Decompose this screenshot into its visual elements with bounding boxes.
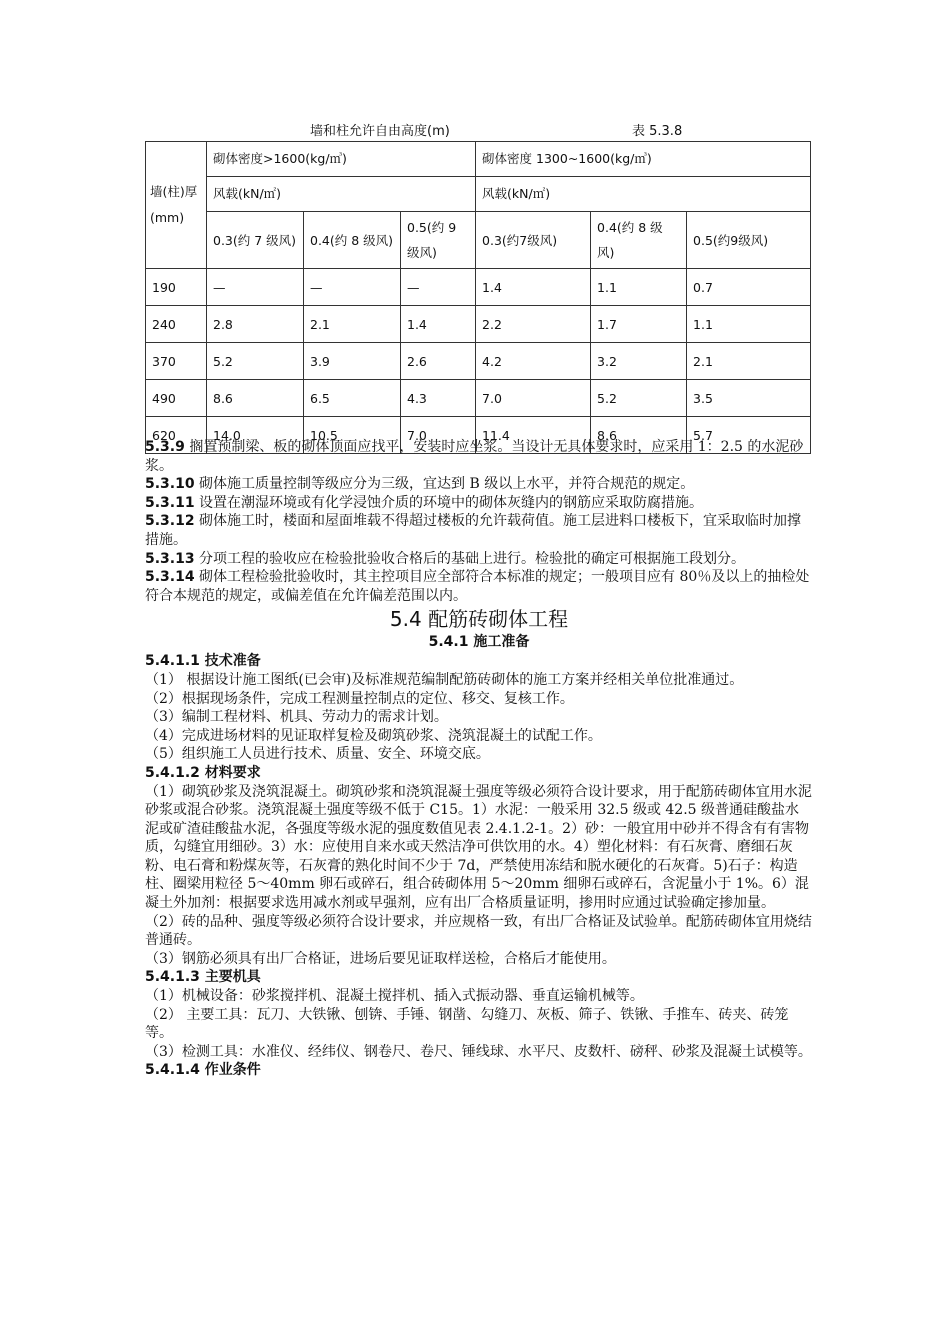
wall-thickness-cell: 620 (146, 417, 207, 454)
table-cell: — (401, 269, 476, 306)
table-number: 表 5.3.8 (632, 124, 683, 139)
table-title: 墙和柱允许自由高度(m) (310, 124, 450, 139)
clause-text: 砌体施工时，楼面和屋面堆载不得超过楼板的允许载荷值。施工层进料口楼板下，宜采取临时加撑措施。 (145, 513, 802, 548)
clause-number: 5.3.10 (145, 476, 195, 493)
table-cell: 2.2 (476, 306, 591, 343)
table-cell: 3.9 (304, 343, 401, 380)
table-cell: 8.6 (591, 417, 687, 454)
table-cell: 11.4 (476, 417, 591, 454)
wall-thickness-header: 墙(柱)厚(mm) (146, 142, 207, 269)
list-item: （1）机械设备：砂浆搅拌机、混凝土搅拌机、插入式振动器、垂直运输机械等。 (145, 988, 644, 1005)
list-item: （2） 主要工具：瓦刀、大铁锹、刨锛、手锤、钢凿、勾缝刀、灰板、筛子、铁锹、手推车、砖夹、砖笼等。 (145, 1006, 789, 1042)
heading-number: 5.4.1.3 (145, 969, 200, 986)
table-cell: 14.0 (207, 417, 304, 454)
table-cell: 2.6 (401, 343, 476, 380)
heading-text: 主要机具 (199, 969, 261, 986)
table-caption (145, 116, 810, 140)
wind-load-header-2: 风载(kN/㎡) (476, 177, 811, 212)
column-header: 0.5(约 9 级风) (401, 212, 476, 269)
table-cell: 10.5 (304, 417, 401, 454)
column-header: 0.3(约 7 级风) (207, 212, 304, 269)
clause (145, 494, 813, 513)
table-cell: 5.2 (207, 343, 304, 380)
table-cell: — (207, 269, 304, 306)
subsection-heading (145, 764, 813, 783)
wind-load-header-1: 风载(kN/㎡) (207, 177, 476, 212)
subsection-heading (145, 1061, 813, 1080)
clause-text: 砌体工程检验批验收时，其主控项目应全部符合本标准的规定；一般项目应有 80％及以上的抽检处符合本规范的规定，或偏差值在允许偏差范围以内。 (145, 569, 810, 604)
column-header: 0.5(约9级风) (687, 212, 811, 269)
clause-number: 5.3.13 (145, 550, 195, 567)
list-item: （3）检测工具：水准仪、经纬仪、钢卷尺、卷尺、锤线球、水平尺、皮数杆、磅秤、砂浆及混凝土试模等。 (145, 1043, 812, 1060)
table-cell: 8.6 (207, 380, 304, 417)
wall-thickness-cell: 240 (146, 306, 207, 343)
table-cell: 3.5 (687, 380, 811, 417)
clause (145, 550, 813, 569)
heading-number: 5.4.1.2 (145, 764, 200, 781)
body-text (145, 438, 813, 1080)
heading-text: 作业条件 (199, 1062, 261, 1079)
density-group-1: 砌体密度>1600(kg/㎥) (207, 142, 476, 177)
table-cell: 1.4 (401, 306, 476, 343)
clause-text: 分项工程的验收应在检验批验收合格后的基础上进行。检验批的确定可根据施工段划分。 (194, 550, 746, 567)
table-cell: 2.8 (207, 306, 304, 343)
table-cell: 4.3 (401, 380, 476, 417)
heading-text: 材料要求 (199, 764, 261, 781)
table-row (146, 269, 811, 306)
clause-number: 5.3.11 (145, 494, 195, 511)
table-cell: 1.7 (591, 306, 687, 343)
column-header: 0.3(约7级风) (476, 212, 591, 269)
clause-number: 5.3.14 (145, 569, 195, 586)
table-row (146, 343, 811, 380)
list-item: （2）砖的品种、强度等级必须符合设计要求，并应规格一致，有出厂合格证及试验单。配筋砖砌体宜用烧结普通砖。 (145, 913, 812, 949)
table-cell: — (304, 269, 401, 306)
clause-text: 设置在潮湿环境或有化学浸蚀介质的环境中的砌体灰缝内的钢筋应采取防腐措施。 (194, 494, 704, 511)
wall-thickness-cell: 370 (146, 343, 207, 380)
list-item: （1） 根据设计施工图纸(已会审)及标准规范编制配筋砖砌体的施工方案并经相关单位批准通过。 (145, 671, 744, 688)
clause-number: 5.3.12 (145, 513, 195, 530)
heading-number: 5.4.1.4 (145, 1062, 200, 1079)
table-cell: 5.2 (591, 380, 687, 417)
table-cell: 1.4 (476, 269, 591, 306)
table-cell: 7.0 (476, 380, 591, 417)
table-cell: 1.1 (687, 306, 811, 343)
heading-text: 技术准备 (199, 653, 261, 670)
table-cell: 3.2 (591, 343, 687, 380)
clause (145, 475, 813, 494)
column-header: 0.4(约 8 级风) (591, 212, 687, 269)
table-cell: 1.1 (591, 269, 687, 306)
clause (145, 568, 813, 605)
wall-thickness-cell: 190 (146, 269, 207, 306)
table-cell: 6.5 (304, 380, 401, 417)
list-item: （5）组织施工人员进行技术、质量、安全、环境交底。 (145, 746, 490, 763)
subsection-title: 5.4.1 施工准备 (428, 634, 530, 651)
heading-number: 5.4.1.1 (145, 653, 200, 670)
wall-thickness-cell: 490 (146, 380, 207, 417)
subsection-heading (145, 652, 813, 671)
wall-height-table (145, 141, 811, 454)
clause-number: 5.3.9 (145, 439, 185, 455)
table-cell: 0.7 (687, 269, 811, 306)
clause (145, 438, 813, 475)
clause-text: 搁置预制梁、板的砌体顶面应找平，安装时应坐浆。当设计无具体要求时，应采用 1：2.5 的水泥砂浆。 (145, 439, 804, 474)
clause-text: 砌体施工质量控制等级应分为三级，宜达到 B 级以上水平，并符合规范的规定。 (194, 476, 695, 493)
table-cell: 7.0 (401, 417, 476, 454)
table-row (146, 306, 811, 343)
table-cell: 5.7 (687, 417, 811, 454)
clause (145, 512, 813, 549)
subsection-heading (145, 968, 813, 987)
section-title: 5.4 配筋砖砌体工程 (389, 607, 569, 632)
list-item: （4）完成进场材料的见证取样复检及砌筑砂浆、浇筑混凝土的试配工作。 (145, 727, 602, 744)
column-header: 0.4(约 8 级风) (304, 212, 401, 269)
list-item: （3）钢筋必须具有出厂合格证，进场后要见证取样送检，合格后才能使用。 (145, 950, 616, 967)
table-row (146, 380, 811, 417)
list-item: （1）砌筑砂浆及浇筑混凝土。砌筑砂浆和浇筑混凝土强度等级必须符合设计要求，用于配筋砖砌体宜用水泥砂浆或混合砂浆。浇筑混凝土强度等级不低于 C15。1）水泥：一般采用 32.5 级或 42.5 级普通硅酸盐水泥或矿渣硅酸盐水泥，各强度等级水泥的强度数值见表 2.4.1.2-1。2）砂：一般宜用中砂并不得含有有害物质，勾缝宜用细砂。3）水：应使用自来水或天然洁净可供饮用的水。4）塑化材料：有石灰膏、磨细石灰粉、电石膏和粉煤灰等，石灰膏的熟化时间不少于 7d，严禁使用冻结和脱水硬化的石灰膏。5)石子：构造柱、圈梁用粒径 5～40mm 卵石或碎石，组合砖砌体用 5～20mm 细卵石或碎石，含泥量小于 1%。6）混凝土外加剂：根据要求选用减水剂或早强剂，应有出厂合格质量证明，掺用时应通过试验确定掺加量。 (145, 783, 812, 912)
density-group-2: 砌体密度 1300~1600(kg/㎥) (476, 142, 811, 177)
table-cell: 2.1 (304, 306, 401, 343)
table-cell: 4.2 (476, 343, 591, 380)
table-cell: 2.1 (687, 343, 811, 380)
list-item: （3）编制工程材料、机具、劳动力的需求计划。 (145, 709, 448, 726)
list-item: （2）根据现场条件，完成工程测量控制点的定位、移交、复核工作。 (145, 690, 574, 707)
